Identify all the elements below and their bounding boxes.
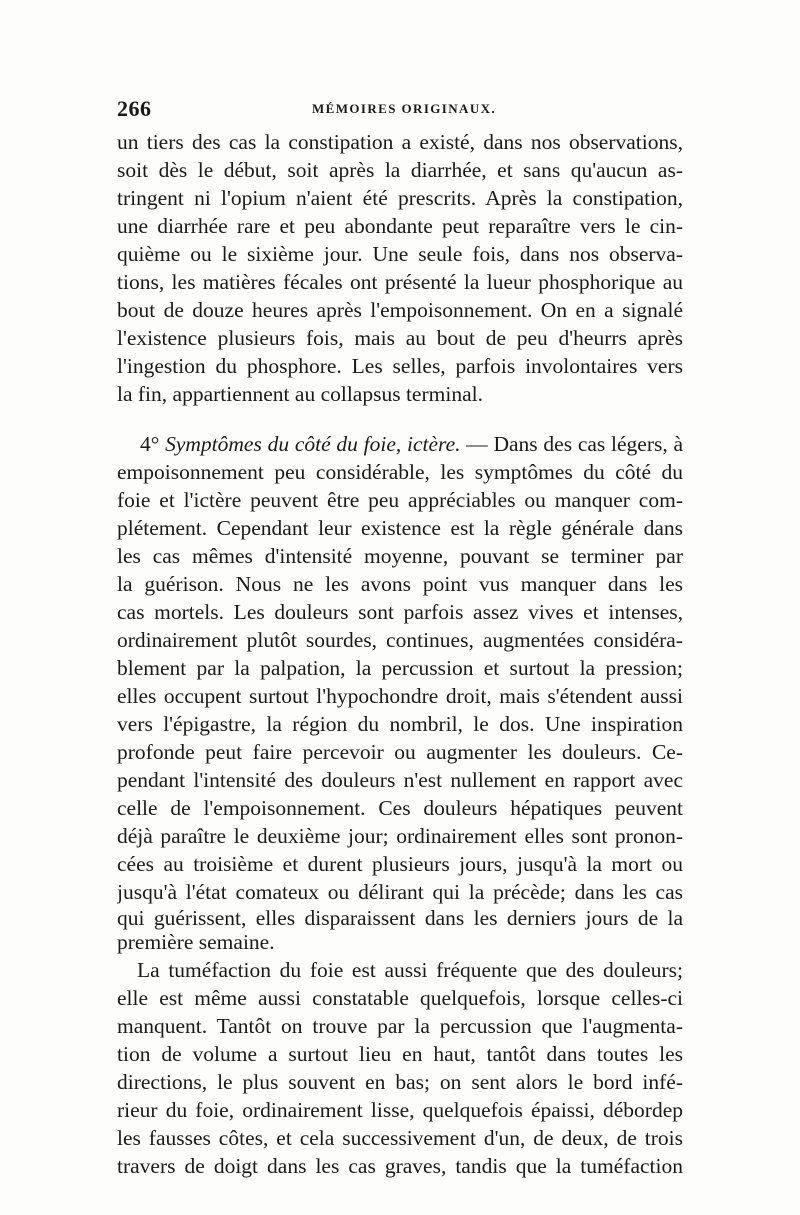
text-line: qui guérissent, elles disparaissent dans les derniers jours de la (117, 906, 683, 930)
text-line: cas mortels. Les douleurs sont parfois assez vives et intenses, (117, 600, 683, 624)
text-line: cées au troisième et durent plusieurs jours, jusqu'à la mort ou (117, 852, 683, 876)
text-line: la fin, appartiennent au collapsus terminal. (117, 382, 483, 406)
section-heading-line (140, 430, 683, 458)
text-line: manquent. Tantôt on trouve par la percussion que l'augmenta- (117, 1014, 683, 1038)
section-heading: Symptômes du côté du foie, ictère. (165, 432, 461, 456)
text-line: celle de l'empoisonnement. Ces douleurs hépatiques peuvent (117, 796, 683, 820)
text-line: un tiers des cas la constipation a existé, dans nos observations, (117, 130, 683, 154)
text-line: elles occupent surtout l'hypochondre droit, mais s'étendent aussi (117, 684, 683, 708)
text-line: soit dès le début, soit après la diarrhée, et sans qu'aucun as- (117, 158, 683, 182)
text-line: bout de douze heures après l'empoisonnement. On en a signalé (117, 298, 683, 322)
text-line: les cas mêmes d'intensité moyenne, pouvant se terminer par (117, 544, 683, 568)
text-line: La tuméfaction du foie est aussi fréquente que des douleurs; (137, 958, 683, 982)
text-line: première semaine. (117, 930, 275, 954)
text-line: déjà paraître le deuxième jour; ordinairement elles sont pronon- (117, 824, 683, 848)
text-line: profonde peut faire percevoir ou augmenter les douleurs. Ce- (117, 740, 683, 764)
text-line: foie et l'ictère peuvent être peu appréciables ou manquer com- (117, 488, 683, 512)
section-heading-continuation: — Dans des cas légers, à (460, 432, 683, 456)
text-line: jusqu'à l'état comateux ou délirant qui la précède; dans les cas (117, 880, 683, 904)
text-line: directions, le plus souvent en bas; on sent alors le bord infé- (117, 1070, 683, 1094)
text-line: empoisonnement peu considérable, les symptômes du côté du (117, 460, 683, 484)
text-line: rieur du foie, ordinairement lisse, quelquefois épaissi, débordeр (117, 1098, 683, 1122)
text-line: blement par la palpation, la percussion et surtout la pression; (117, 656, 683, 680)
text-line: tion de volume a surtout lieu en haut, tantôt dans toutes les (117, 1042, 683, 1066)
text-line: tringent ni l'opium n'aient été prescrits. Après la constipation, (117, 186, 683, 210)
running-head (117, 96, 683, 124)
text-line: travers de doigt dans les cas graves, tandis que la tuméfaction (117, 1154, 683, 1178)
page-number: 266 (117, 96, 152, 121)
text-line: elle est même aussi constatable quelquefois, lorsque celles-ci (117, 986, 683, 1010)
text-line: l'ingestion du phosphore. Les selles, parfois involontaires vers (117, 354, 683, 378)
text-line: plétement. Cependant leur existence est la règle générale dans (117, 516, 683, 540)
text-line: les fausses côtes, et cela successivement d'un, de deux, de trois (117, 1126, 683, 1150)
text-line: vers l'épigastre, la région du nombril, le dos. Une inspiration (117, 712, 683, 736)
text-line: une diarrhée rare et peu abondante peut reparaître vers le cin- (117, 214, 683, 238)
text-line: la guérison. Nous ne les avons point vus manquer dans les (117, 572, 683, 596)
section-number: 4° (140, 432, 160, 456)
running-title: MÉMOIRES ORIGINAUX. (312, 101, 497, 116)
text-line: quième ou le sixième jour. Une seule fois, dans nos observa- (117, 242, 683, 266)
text-line: l'existence plusieurs fois, mais au bout de peu d'heurrs après (117, 326, 683, 350)
text-line: pendant l'intensité des douleurs n'est nullement en rapport avec (117, 768, 683, 792)
text-line: ordinairement plutôt sourdes, continues, augmentées considéra- (117, 628, 683, 652)
text-line: tions, les matières fécales ont présenté la lueur phosphorique au (117, 270, 683, 294)
